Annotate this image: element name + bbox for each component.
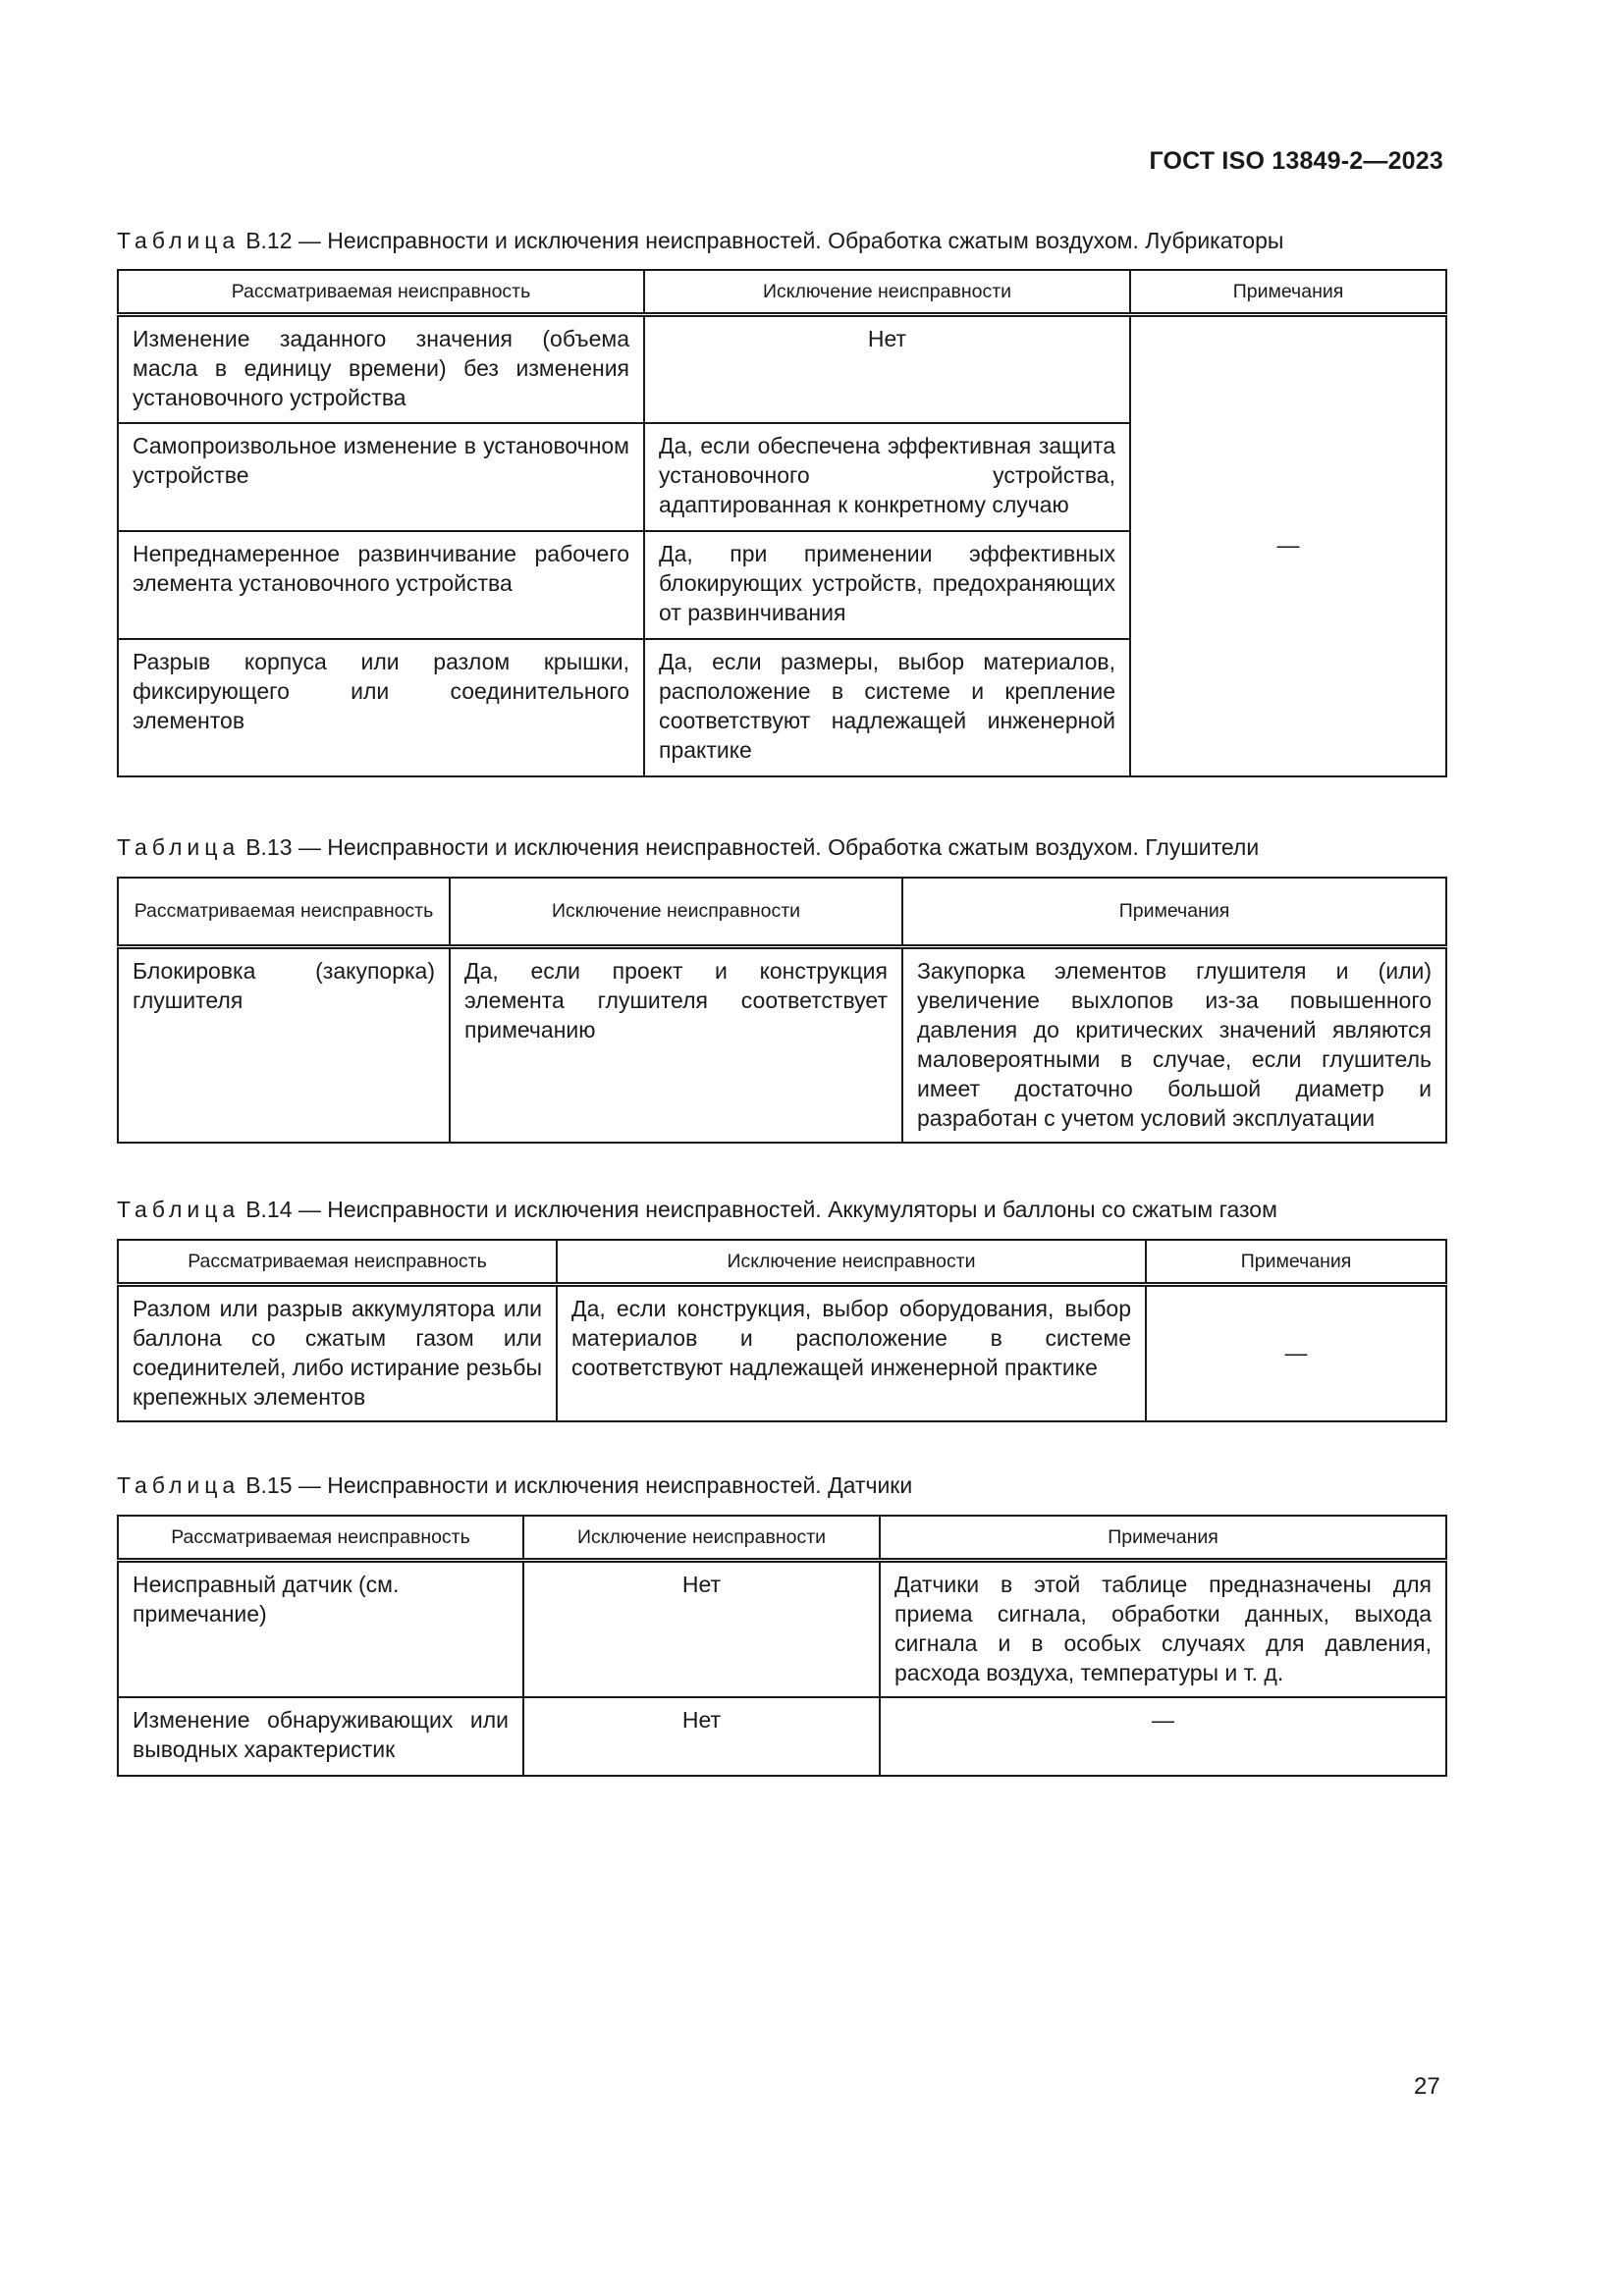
table-b15 <box>117 1515 1447 1777</box>
table-b12 <box>117 269 1447 777</box>
exclusion-cell: Да, если размеры, выбор материалов, расположение в системе и крепление соответствуют надлежащей инженерной практике <box>644 639 1130 776</box>
exclusion-cell: Да, если проект и конструкция элемента глушителя соответствует примечанию <box>450 946 902 1143</box>
table-b12-caption <box>117 228 1283 254</box>
column-header-notes: Примечания <box>1146 1240 1446 1285</box>
exclusion-cell: Да, при применении эффективных блокирующих устройств, предохраняющих от развинчивания <box>644 531 1130 639</box>
table-title: В.15 — Неисправности и исключения неисправностей. Датчики <box>245 1472 913 1498</box>
notes-cell: — <box>1130 315 1446 776</box>
fault-cell: Изменение заданного значения (объема масла в единицу времени) без изменения установочного устройства <box>118 315 644 423</box>
table-row <box>118 946 1446 1143</box>
page-number: 27 <box>1414 2073 1440 2100</box>
fault-cell: Блокировка (закупорка) глушителя <box>118 946 450 1143</box>
column-header-fault: Рассматриваемая неисправность <box>118 270 644 315</box>
notes-cell: — <box>1146 1285 1446 1422</box>
notes-cell: Датчики в этой таблице предназначены для приема сигнала, обработки данных, выхода сигнала и в особых случаях для давления, расхода воздуха, температуры и т. д. <box>880 1561 1446 1698</box>
column-header-fault: Рассматриваемая неисправность <box>118 1240 557 1285</box>
notes-cell: Закупорка элементов глушителя и (или) увеличение выхлопов из-за повышенного давления до критических значений являются маловероятными в случае, если глушитель имеет достаточно большой диаметр и разработан с учетом условий эксплуатации <box>902 946 1446 1143</box>
table-label: Таблица <box>117 1472 241 1498</box>
table-b14-caption <box>117 1197 1277 1223</box>
table-header-row <box>118 878 1446 946</box>
table-b15-caption <box>117 1472 912 1499</box>
exclusion-cell: Да, если конструкция, выбор оборудования, выбор материалов и расположение в системе соответствуют надлежащей инженерной практике <box>557 1285 1146 1422</box>
table-row <box>118 315 1446 423</box>
notes-cell: — <box>880 1697 1446 1776</box>
table-label: Таблица <box>117 1197 241 1222</box>
exclusion-cell: Нет <box>523 1561 880 1698</box>
table-b14 <box>117 1239 1447 1422</box>
exclusion-cell: Нет <box>523 1697 880 1776</box>
table-b13 <box>117 877 1447 1144</box>
fault-cell: Разрыв корпуса или разлом крышки, фиксирующего или соединительного элементов <box>118 639 644 776</box>
column-header-exclusion: Исключение неисправности <box>523 1516 880 1561</box>
column-header-exclusion: Исключение неисправности <box>557 1240 1146 1285</box>
table-title: В.12 — Неисправности и исключения неисправностей. Обработка сжатым воздухом. Лубрикаторы <box>245 228 1284 253</box>
table-row <box>118 1285 1446 1422</box>
table-title: В.14 — Неисправности и исключения неисправностей. Аккумуляторы и баллоны со сжатым газом <box>245 1197 1277 1222</box>
exclusion-cell: Нет <box>644 315 1130 423</box>
table-b13-caption <box>117 834 1259 861</box>
column-header-notes: Примечания <box>902 878 1446 946</box>
table-header-row <box>118 1240 1446 1285</box>
column-header-notes: Примечания <box>1130 270 1446 315</box>
table-row <box>118 1561 1446 1698</box>
column-header-exclusion: Исключение неисправности <box>644 270 1130 315</box>
fault-cell: Изменение обнаруживающих или выводных характеристик <box>118 1697 523 1776</box>
fault-cell: Самопроизвольное изменение в установочном устройстве <box>118 423 644 531</box>
column-header-fault: Рассматриваемая неисправность <box>118 1516 523 1561</box>
table-header-row <box>118 1516 1446 1561</box>
table-title: В.13 — Неисправности и исключения неисправностей. Обработка сжатым воздухом. Глушители <box>245 834 1260 860</box>
table-row <box>118 1697 1446 1776</box>
exclusion-cell: Да, если обеспечена эффективная защита установочного устройства, адаптированная к конкретному случаю <box>644 423 1130 531</box>
table-label: Таблица <box>117 834 241 860</box>
column-header-exclusion: Исключение неисправности <box>450 878 902 946</box>
fault-cell: Непреднамеренное развинчивание рабочего элемента установочного устройства <box>118 531 644 639</box>
table-label: Таблица <box>117 228 241 253</box>
fault-cell: Неисправный датчик (см. примечание) <box>118 1561 523 1698</box>
fault-cell: Разлом или разрыв аккумулятора или баллона со сжатым газом или соединителей, либо истирание резьбы крепежных элементов <box>118 1285 557 1422</box>
column-header-fault: Рассматриваемая неисправность <box>118 878 450 946</box>
column-header-notes: Примечания <box>880 1516 1446 1561</box>
document-standard-header: ГОСТ ISO 13849-2—2023 <box>1149 147 1443 175</box>
table-header-row <box>118 270 1446 315</box>
